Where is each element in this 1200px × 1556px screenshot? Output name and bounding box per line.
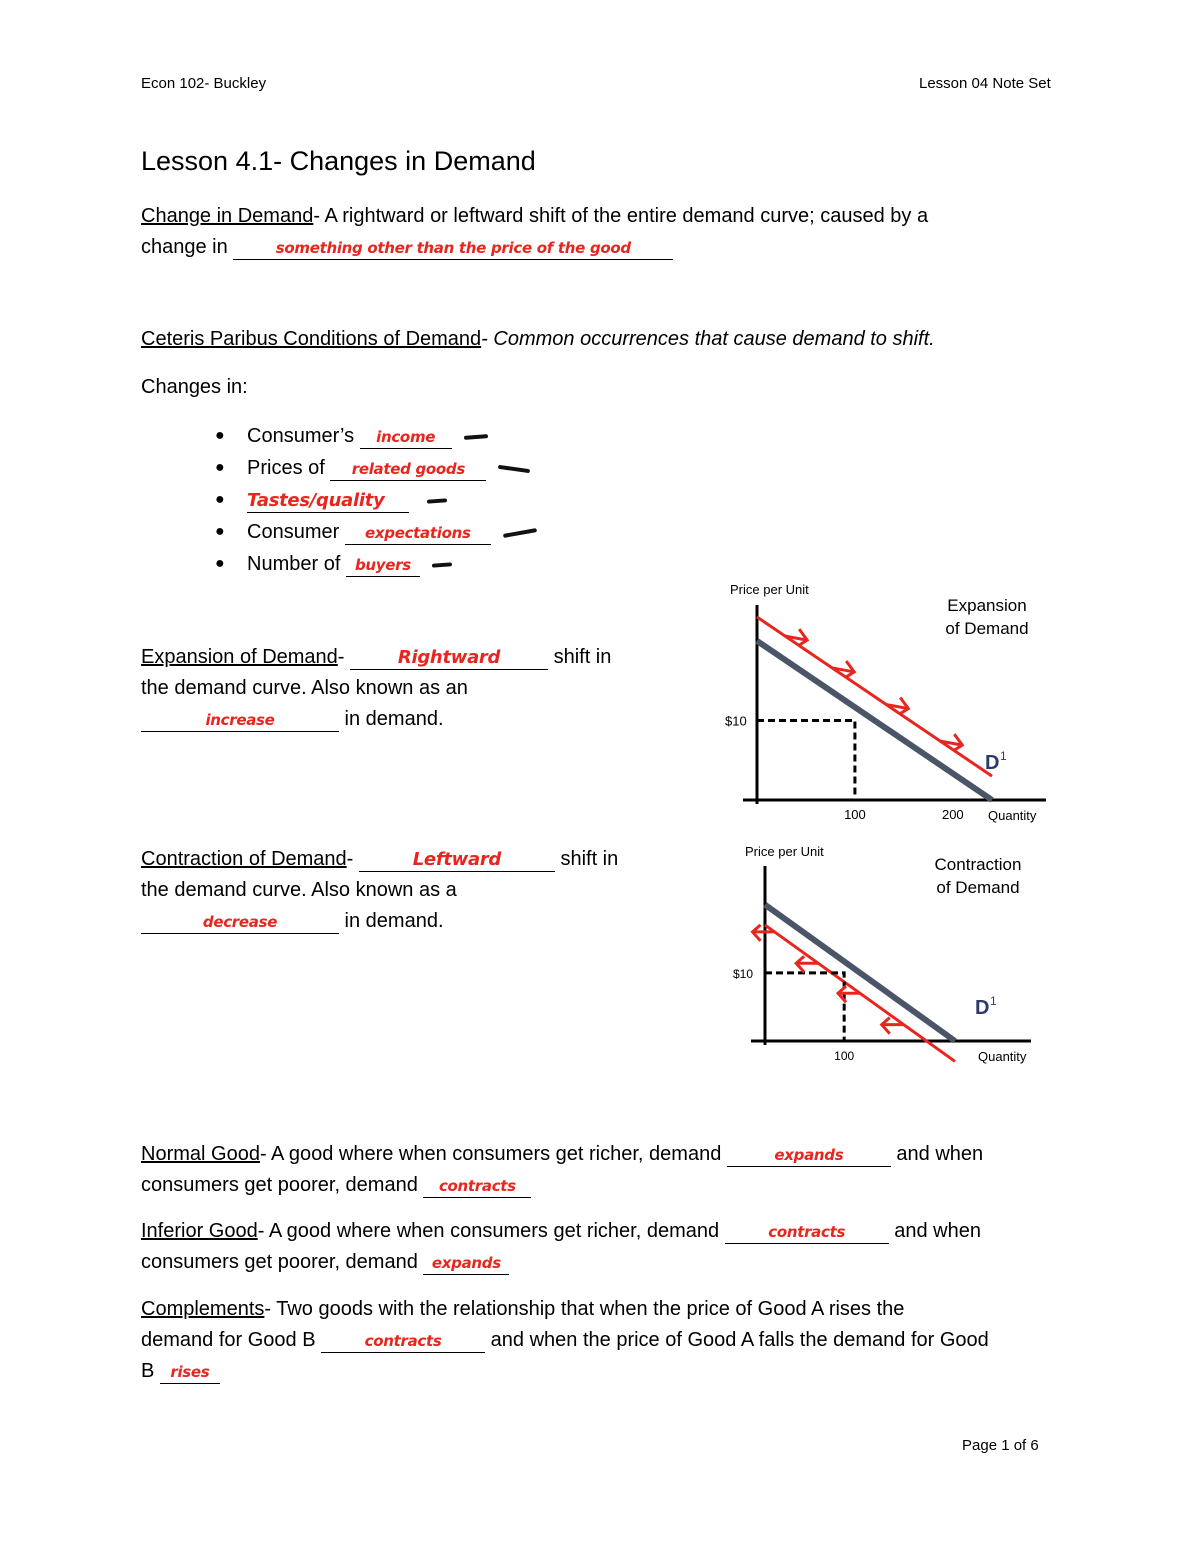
- shift-arrowhead: [846, 661, 854, 677]
- condition-prefix: Consumer’s: [247, 425, 360, 447]
- normal-good-text3: consumers get poorer, demand: [141, 1174, 424, 1196]
- complements-text3: and when the price of Good A falls the demand for Good: [485, 1329, 989, 1351]
- normal-good-text: - A good where when consumers get richer, demand: [259, 1143, 727, 1165]
- expansion-text: shift in: [548, 646, 612, 668]
- answer-blank: [423, 1174, 531, 1198]
- reference-dashed-line: [757, 720, 855, 800]
- handwritten-answer: expectations: [365, 524, 471, 542]
- curve-label: D: [985, 752, 1000, 774]
- expansion-text3: in demand.: [339, 708, 444, 730]
- handwritten-answer: Rightward: [397, 647, 501, 668]
- answer-blank: [160, 1360, 220, 1384]
- curve-label-superscript: 1: [1000, 749, 1007, 763]
- change-in-demand-text2: change in: [141, 236, 234, 258]
- x-tick-label: 200: [941, 807, 964, 822]
- y-axis-label: Price per Unit: [745, 844, 824, 859]
- answer-blank: [725, 1220, 889, 1244]
- handwritten-answer: income: [376, 428, 436, 446]
- chart-title: of Demand: [945, 619, 1029, 638]
- inferior-good-text: - A good where when consumers get richer, demand: [257, 1220, 725, 1242]
- complements-text4: B: [141, 1360, 160, 1382]
- handwritten-answer: contracts: [768, 1223, 846, 1241]
- handwritten-answer: contracts: [438, 1177, 516, 1195]
- handwritten-answer: related goods: [351, 460, 465, 478]
- term-contraction: Contraction of Demand: [141, 848, 347, 870]
- separator: -: [337, 646, 351, 668]
- chart-title: Expansion: [947, 596, 1027, 615]
- handwritten-answer: contracts: [364, 1332, 442, 1350]
- normal-good-section: [141, 1139, 1071, 1201]
- separator: -: [346, 848, 359, 870]
- normal-good-text2: and when: [890, 1143, 984, 1165]
- complements-text: - Two goods with the relationship that when the price of Good A rises the: [264, 1298, 905, 1320]
- inferior-good-text3: consumers get poorer, demand: [141, 1251, 424, 1273]
- contraction-text2: the demand curve. Also known as a: [141, 879, 457, 901]
- chart-title: of Demand: [936, 878, 1020, 897]
- handwritten-answer: Leftward: [412, 849, 502, 870]
- header-left: Econ 102- Buckley: [141, 75, 267, 92]
- x-tick-label: 100: [844, 807, 866, 822]
- chart-title: Contraction: [934, 855, 1022, 874]
- y-tick-label: $10: [725, 713, 747, 729]
- term-change-in-demand: Change in Demand: [141, 205, 314, 227]
- contraction-text3: in demand.: [339, 910, 444, 932]
- condition-prefix: Prices of: [247, 457, 331, 479]
- inferior-good-text2: and when: [888, 1220, 981, 1242]
- handwritten-answer: decrease: [202, 913, 278, 931]
- bullet-icon: ●: [215, 523, 225, 540]
- shifted-demand-curve: [757, 617, 992, 776]
- answer-blank: [321, 1329, 485, 1353]
- shift-arrowhead: [900, 698, 908, 714]
- bullet-icon: ●: [215, 555, 225, 572]
- y-axis-label: Price per Unit: [730, 582, 809, 597]
- bullet-icon: ●: [215, 459, 225, 476]
- contraction-text: shift in: [554, 848, 619, 870]
- condition-prefix: Number of: [247, 553, 346, 575]
- term-ceteris-paribus: Ceteris Paribus Conditions of Demand: [141, 328, 482, 350]
- inferior-good-section: [141, 1216, 1071, 1278]
- ceteris-paribus-text: - Common occurrences that cause demand to shift.: [481, 328, 935, 350]
- x-tick-label: 100: [834, 1049, 855, 1063]
- curve-label-superscript: 1: [990, 994, 997, 1008]
- condition-prefix: Consumer: [247, 521, 345, 543]
- expansion-text2: the demand curve. Also known as an: [141, 677, 468, 699]
- handwritten-answer: rises: [170, 1363, 210, 1381]
- x-axis-label: Quantity: [988, 808, 1037, 823]
- complements-text2: demand for Good B: [141, 1329, 322, 1351]
- complements-section: [141, 1294, 1071, 1387]
- answer-blank: [423, 1251, 509, 1275]
- x-axis-label: Quantity: [978, 1049, 1027, 1064]
- handwritten-answer: buyers: [354, 556, 411, 574]
- change-in-demand-text: - A rightward or leftward shift of the entire demand curve; caused by a: [313, 205, 929, 227]
- shift-arrowhead: [799, 629, 807, 645]
- curve-label: D: [975, 997, 990, 1019]
- answer-blank: [727, 1143, 891, 1167]
- reference-dashed-line: [765, 973, 844, 1041]
- bullet-icon: ●: [215, 427, 225, 444]
- term-normal-good: Normal Good: [141, 1143, 260, 1165]
- handwritten-answer: something other than the price of the good: [275, 239, 631, 257]
- handwritten-answer: expands: [431, 1254, 501, 1272]
- changes-in-label: Changes in:: [141, 376, 248, 398]
- y-tick-label: $10: [733, 966, 754, 981]
- bullet-icon: ●: [215, 491, 225, 508]
- page-title: Lesson 4.1- Changes in Demand: [141, 146, 536, 176]
- handwritten-answer: increase: [205, 711, 275, 729]
- term-complements: Complements: [141, 1298, 265, 1320]
- page-number: Page 1 of 6: [962, 1437, 1039, 1454]
- term-expansion: Expansion of Demand: [141, 646, 338, 668]
- handwritten-answer: expands: [774, 1146, 844, 1164]
- header-right: Lesson 04 Note Set: [919, 75, 1051, 92]
- shift-arrowhead: [954, 734, 962, 750]
- handwritten-answer: Tastes/quality: [247, 490, 385, 511]
- term-inferior-good: Inferior Good: [141, 1220, 258, 1242]
